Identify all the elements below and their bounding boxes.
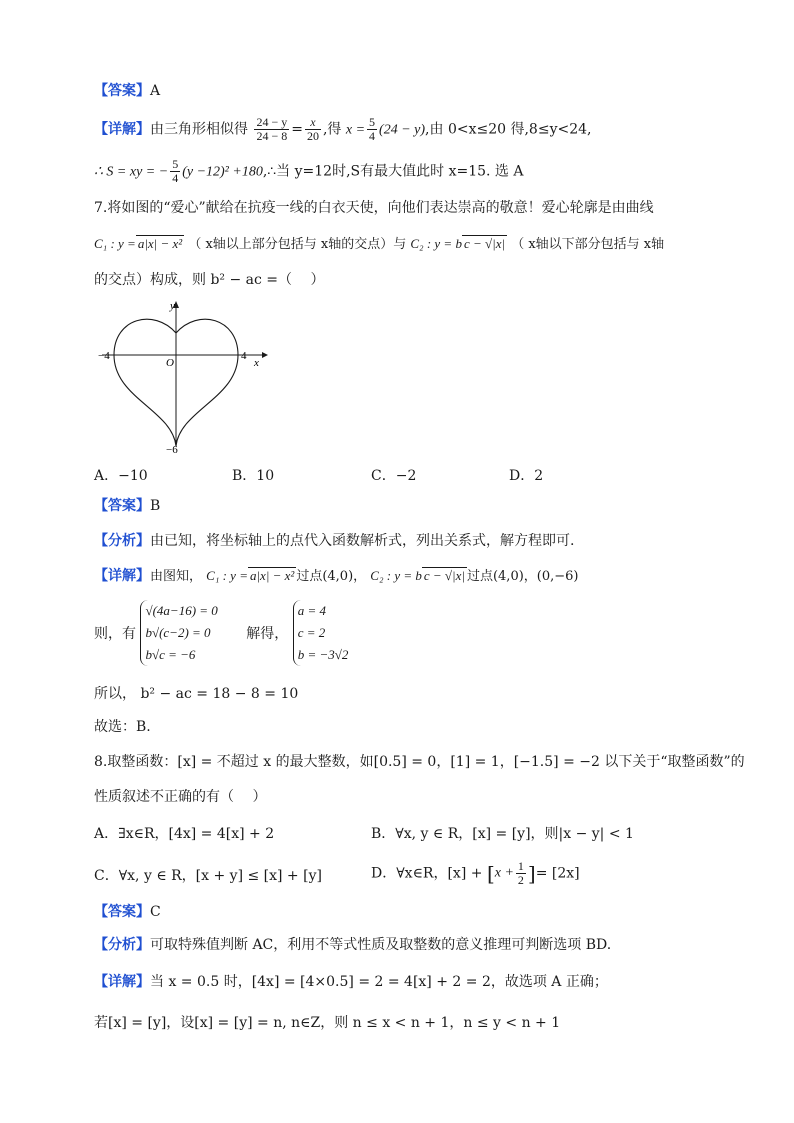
analysis-tag: 【分析】 [94, 533, 150, 549]
fraction: $\frac{1}{2}$ [517, 859, 524, 887]
q6-answer-line [94, 81, 160, 101]
q7-option-c: C．−2 [371, 468, 417, 484]
q8-stem-line2: 性质叙述不正确的有（ ） [94, 789, 267, 805]
q7-choose-line: 故选：B. [94, 719, 151, 735]
detail-text: 由三角形相似得 [150, 121, 248, 138]
detail-tag: 【详解】 [94, 568, 150, 584]
fraction: $\frac{5}{4}$ [369, 115, 376, 143]
q8-stem-line1: 8.取整函数：[x] = 不超过 x 的最大整数，如[0.5] = 0，[1] = 1，[−1.5] = −2 以下关于“取整函数”的 [94, 754, 745, 770]
fraction: $\frac{24 - y}{24 - 8}$ [256, 115, 288, 143]
q7-system-line: 则，有 √(4a−16) = 0 b√(c−2) = 0 b√c = −6 解得， a = 4 c = 2 b = −3√2 [94, 600, 348, 666]
q7-option-a: A．−10 [94, 468, 148, 484]
answer-value: C [150, 904, 161, 920]
heart-upper-right [176, 319, 238, 355]
q7-so-line: 所以， b² − ac = 18 − 8 = 10 [94, 686, 299, 702]
tick-neg6: −6 [166, 444, 178, 456]
detail-tag: 【详解】 [94, 121, 150, 138]
x-axis-arrow [262, 352, 268, 358]
q8-option-c: C．∀x, y ∈ R，[x + y] ≤ [x] + [y] [94, 868, 322, 884]
q7-answer-line [94, 496, 160, 516]
q6-detail-line1: 【详解】由三角形相似得 $\frac{24 - y}{24 - 8}$ = $\frac{x}{20}$ ,得 x = $\frac{5}{4}$ (24 − y),由 0<x≤20 得,8≤y<24, [94, 115, 592, 143]
q7-detail-line: 【详解】由图知， C₁ : y = a|x| − x² 过点(4,0)， C₂ : y = b c − √|x| 过点(4,0)，(0,−6) [94, 568, 579, 584]
heart-graph [94, 298, 274, 460]
q8-option-a: A．∃x∈R，[4x] = 4[x] + 2 [94, 826, 275, 842]
q7-option-b: B．10 [232, 468, 275, 484]
q7-analysis-line: 【分析】由已知，将坐标轴上的点代入函数解析式，列出关系式，解方程即可. [94, 533, 575, 549]
q8-detail-line1: 【详解】当 x = 0.5 时，[4x] = [4×0.5] = 2 = 4[x] + 2 = 2，故选项 A 正确； [94, 974, 608, 990]
solution-system: a = 4 c = 2 b = −3√2 [293, 600, 349, 666]
q8-analysis-line: 【分析】可取特殊值判断 AC，利用不等式性质及取整数的意义推理可判断选项 BD. [94, 937, 612, 953]
q8-option-b: B．∀x, y ∈ R，[x] = [y]，则|x − y| < 1 [371, 826, 634, 842]
origin-label: O [166, 357, 174, 369]
answer-tag: 【答案】 [94, 498, 150, 514]
q7-option-d: D．2 [509, 468, 544, 484]
q8-answer-line [94, 902, 161, 922]
q7-stem-line1: 7.将如图的“爱心”献给在抗疫一线的白衣天使，向他们表达崇高的敬意！爱心轮廓是由曲线 [94, 200, 654, 216]
heart-upper-left [114, 319, 176, 355]
analysis-tag: 【分析】 [94, 937, 150, 953]
answer-value: B [150, 498, 161, 514]
fraction: $\frac{5}{4}$ [172, 157, 179, 185]
answer-tag: 【答案】 [94, 904, 150, 920]
answer-tag: 【答案】 [94, 83, 150, 99]
x-label: x [254, 357, 259, 369]
equation-system: √(4a−16) = 0 b√(c−2) = 0 b√c = −6 [140, 600, 217, 666]
answer-value: A [150, 83, 161, 99]
q6-detail-line2: ∴ S = xy = − $\frac{5}{4}$ (y −12)² +180,∴当 y=12时,S有最大值此时 x=15. 选 A [94, 157, 524, 185]
heart-lower-right [176, 355, 238, 446]
q8-option-d: D．∀x∈R，[x] + [x + $\frac{1}{2}$ ]= [2x] [371, 859, 580, 887]
q7-stem-line3: 的交点）构成，则 b² − ac =（ ） [94, 272, 325, 288]
q8-detail-line2: 若[x] = [y]，设[x] = [y] = n, n∈Z，则 n ≤ x < n + 1，n ≤ y < n + 1 [94, 1015, 561, 1031]
q7-stem-line2: C₁ : y = a|x| − x² （ x轴以上部分包括与 x轴的交点）与 C₂ : y = b c − √|x| （ x轴以下部分包括与 x轴 [94, 236, 665, 252]
tick-4: 4 [241, 350, 247, 362]
y-label: y [170, 300, 175, 312]
detail-tag: 【详解】 [94, 974, 150, 990]
fraction: $\frac{x}{20}$ [306, 115, 319, 143]
tick-neg4: −4 [98, 350, 110, 362]
